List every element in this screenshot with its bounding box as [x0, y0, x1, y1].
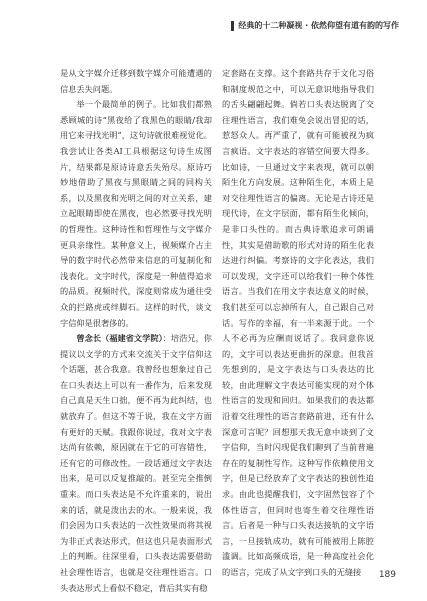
- left-column: [60, 66, 212, 596]
- header-bar: [231, 21, 234, 31]
- speaker-name: 曾念长（福建省文学院）: [76, 333, 163, 344]
- right-column: [222, 66, 374, 581]
- paragraph: 举一个最简单的例子。比如我们都熟悉顾城的诗“黑夜给了我黑色的眼睛/我却用它来寻找光明”，这句诗就很难视觉化。我尝试让各类AI工具根据这句诗生成图片，结果都是原诗诗意丢失殆尽。原诗巧妙地借助了黑夜与黑眼睛之间的同构关系，以及黑夜和光明之间的对立关系，建立起眼睛即使在黑夜，也必然要寻找光明的哲理性。这种诗性和哲理性与文字媒介更具亲缘性。某种意义上，视频媒介占主导的数字时代必然带来信息的可复制化和浅表化。文字时代，深度是一种值得追求的品质。视频时代，深度则常成为通往受众的拦路虎或绊脚石。这样的时代，谈文字信仰是很奢侈的。: [60, 99, 212, 328]
- paragraph: 是从文字媒介迁移到数字媒介可能遭遇的信息丢失问题。: [60, 68, 212, 94]
- page-number: 189: [378, 570, 396, 580]
- speaker-text: ：培浩兄，你提议以文学的方式来交流关于文字信仰这个话题，甚合我意。我曾经也想象过自己在口头表达上可以有一番作为，后来发现自己真是天生口拙，便不再为此纠结，也就放弃了。但这不等于说，我在文字方面有更好的天赋。我跟你说过，我对文字表达尚有依赖，原因就在于它的可容错性，还有它的可修改性。一段话通过文字表达出来，是可以反复推敲的。甚至完全推倒重来。而口头表达是不允许重来的，说出来的话，就是泼出去的水。一般来说，我们会因为口头表达的一次性效果而将其视为非正式表达形式，但这也只是表面形式上的判断。往深里看，口头表达需要借助社会理性语言，也就是交往理性语言。口头表达形式上看似不稳定，背后其实有稳: [60, 333, 212, 593]
- header-title: 经典的十二种凝视 · 依然仰望有道有韵的写作: [238, 21, 399, 30]
- running-header: [231, 20, 399, 31]
- paragraph: 定套路在支撑。这个套路共存于文化习俗和制度规范之中，可以无意识地指导我们的舌头翩翩起舞。倘若口头表达脱离了交往理性语言，我们难免会说出冒犯的话，惹怒众人。再严重了，就有可能被视为疯言疯语。文字表达的容错空间要大得多。比如诗，一旦通过文字来表现，就可以朝陌生化方向发展。这种陌生化，本质上是对交往理性语言的偏离。无论是古诗还是现代诗，在文字层面，都有陌生化倾向，是非口头性的。而古典诗歌追求可朗诵性，其实是借助歌的形式对诗的陌生化表达进行纠偏。考察诗的文字化表达，我们可以发现，文字还可以给我们一种个体性语言。当我们在用文字表达意义的时候，我们甚至可以忘掉所有人，自己跟自己对话。写作的幸福，有一半来源于此。一个人不必再为应酬而说话了。我同意你说的，文字可以表达更曲折的深意。但我首先想到的，是文字表达与口头表达的比较，由此理解文字表达可能实现的对个体性语言的发现和回归。如果我们的表达都沿着交往理性的语言套路前进，还有什么深意可言呢？回想那天我无意中谈到了文字信仰，当时闪现促我们聊到了当前普遍存在的复制性写作。这种写作依赖使用文字，但是已经放弃了文字表达的独创性追求。由此也提醒我们，文字固然包容了个体性语言，但同时也寄生着交往理性语言。后者是一种与口头表达接轨的文字语言，一旦接轨成功，就有可能被用上陈腔滥调。比如高频成语，是一种高度社会化的语言，完成了从文字到口头的无缝接: [222, 68, 374, 577]
- paragraph: [60, 331, 212, 596]
